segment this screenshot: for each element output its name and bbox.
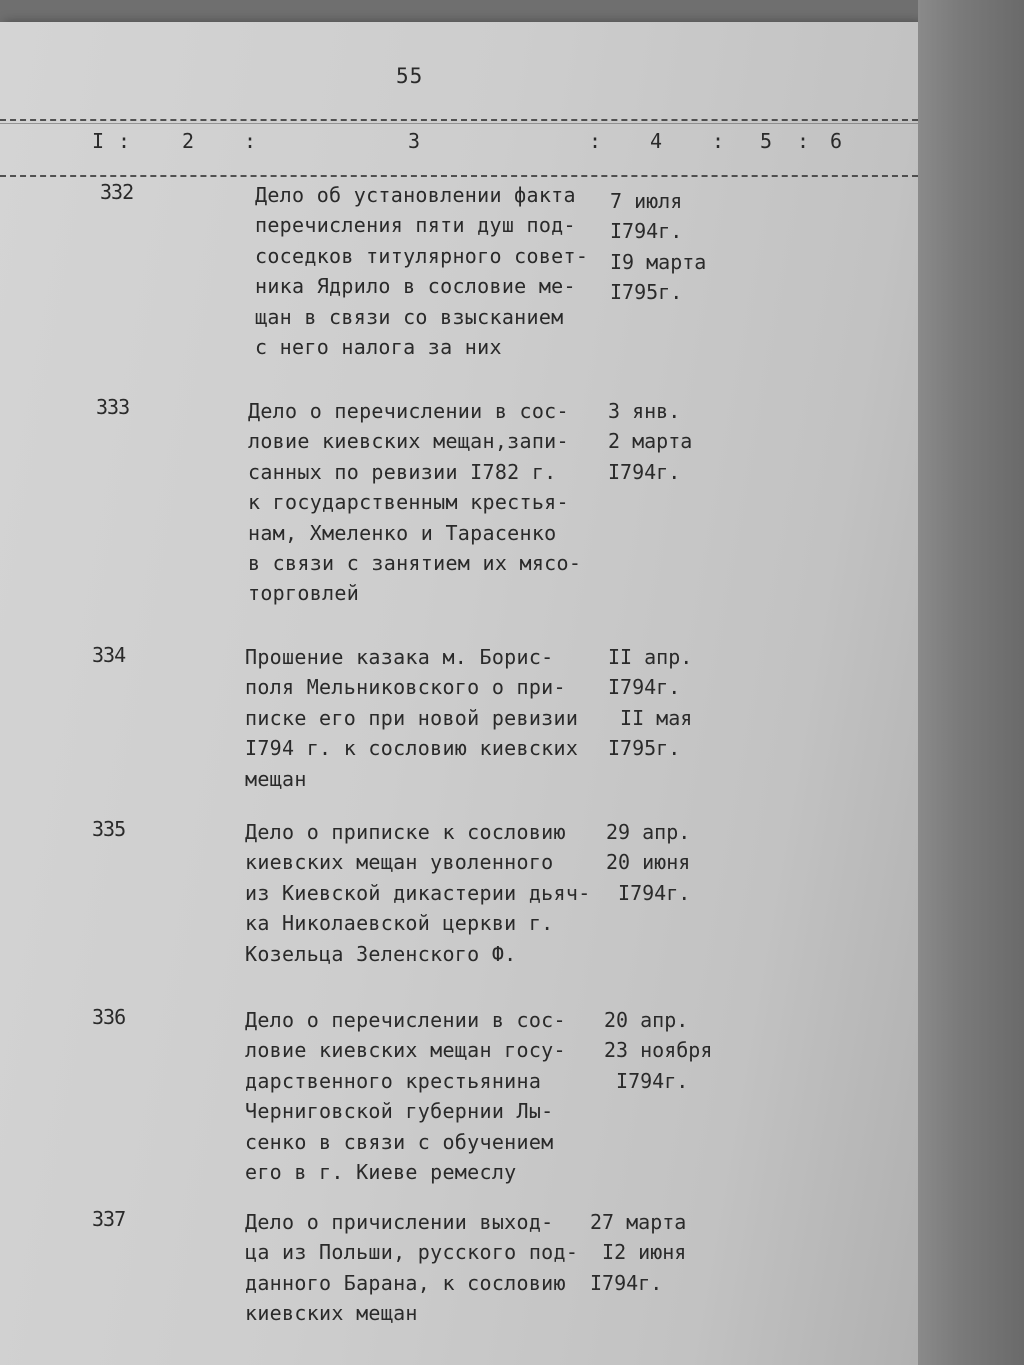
entry-number: 332 (100, 180, 134, 204)
description-line: киевских мещан (245, 1301, 418, 1326)
description-line: Дело о причислении выход- (245, 1210, 554, 1234)
description-line: дарственного крестьянина (245, 1068, 542, 1093)
description-line: ника Ядрило в сословие ме- (255, 274, 576, 299)
header-rule-top-thin (0, 123, 918, 124)
column-separator: : (797, 129, 810, 153)
description-line: ка Николаевской церкви г. (245, 911, 554, 936)
date-line: 29 апр. (606, 820, 691, 844)
description-line: санных по ревизии I782 г. (248, 459, 557, 484)
date-line: I795г. (608, 736, 681, 761)
description-line: его в г. Киеве ремеслу (245, 1160, 517, 1185)
date-line: 20 июня (606, 850, 691, 875)
entry-dates (608, 396, 692, 487)
date-line: II мая (608, 705, 693, 730)
description-line: данного Барана, к сословию (245, 1270, 566, 1295)
column-header-6: 6 (830, 129, 843, 153)
description-line: Дело о перечислении в сос- (245, 1008, 566, 1032)
entry-number: 337 (92, 1207, 126, 1231)
entry-description (245, 1207, 605, 1329)
date-line: I2 июня (590, 1240, 687, 1265)
description-line: торговлей (248, 581, 360, 606)
column-header-2: 2 (182, 129, 195, 153)
document-page (0, 22, 918, 1365)
description-line: из Киевской дикастерии дьяч- (245, 880, 591, 905)
description-line: щан в связи со взысканием (255, 304, 564, 329)
column-header-4: 4 (650, 129, 663, 153)
date-line: I795г. (610, 280, 683, 305)
column-separator: : (712, 129, 725, 153)
column-separator: : (589, 129, 602, 153)
column-header-1: I (92, 129, 105, 153)
header-rule-bottom (0, 175, 918, 177)
entry-description (248, 396, 608, 609)
description-line: поля Мельниковского о при- (245, 675, 566, 700)
description-line: ловие киевских мещан,запи- (248, 429, 569, 454)
entry-dates (606, 817, 690, 908)
date-line: 20 апр. (604, 1008, 689, 1032)
column-header-3: 3 (408, 129, 421, 153)
entry-description (245, 642, 605, 794)
description-line: Козельца Зеленского Ф. (245, 941, 517, 966)
description-line: Прошение казака м. Борис- (245, 645, 554, 669)
description-line: ловие киевских мещан госу- (245, 1038, 566, 1063)
description-line: Дело о приписке к сословию (245, 820, 566, 844)
entry-number: 335 (92, 817, 126, 841)
description-line: сенко в связи с обучением (245, 1129, 554, 1154)
description-line: писке его при новой ревизии (245, 705, 579, 730)
header-rule-top (0, 119, 918, 121)
entry-description (245, 1005, 605, 1187)
description-line: перечисления пяти душ под- (255, 213, 576, 238)
description-line: к государственным крестья- (248, 490, 569, 515)
description-line: соседков титулярного совет- (255, 243, 589, 268)
entry-description (245, 817, 605, 969)
column-separator: : (244, 129, 257, 153)
background-behind-page (918, 0, 1024, 1365)
date-line: I794г. (604, 1068, 689, 1093)
date-line: 7 июля (610, 189, 683, 213)
date-line: I794г. (608, 675, 681, 700)
description-line: Черниговской губернии Лы- (245, 1099, 554, 1124)
description-line: с него налога за них (255, 335, 502, 360)
column-separator: : (118, 129, 131, 153)
entry-dates (610, 186, 706, 308)
entry-dates (604, 1005, 712, 1096)
description-line: Дело об установлении факта (255, 183, 576, 207)
entry-number: 333 (96, 395, 130, 419)
date-line: 2 марта (608, 429, 693, 454)
description-line: в связи с занятием их мясо- (248, 551, 582, 576)
date-line: 3 янв. (608, 399, 681, 423)
date-line: I794г. (608, 459, 681, 484)
date-line: I794г. (590, 1270, 663, 1295)
description-line: киевских мещан уволенного (245, 850, 554, 875)
description-line: Дело о перечислении в сос- (248, 399, 569, 423)
entry-description (255, 180, 615, 362)
entry-number: 336 (92, 1005, 126, 1029)
date-line: 23 ноября (604, 1038, 713, 1063)
date-line: II апр. (608, 645, 693, 669)
date-line: I794г. (606, 880, 691, 905)
description-line: ца из Польши, русского под- (245, 1240, 579, 1265)
column-header-5: 5 (760, 129, 773, 153)
description-line: нам, Хмеленко и Тарасенко (248, 520, 557, 545)
entry-dates (608, 642, 692, 764)
description-line: I794 г. к сословию киевских (245, 736, 579, 761)
entry-number: 334 (92, 643, 126, 667)
page-number: 55 (396, 64, 424, 88)
date-line: I794г. (610, 219, 683, 244)
entry-dates (590, 1207, 686, 1298)
date-line: 27 марта (590, 1210, 687, 1234)
description-line: мещан (245, 766, 307, 791)
date-line: I9 марта (610, 249, 707, 274)
